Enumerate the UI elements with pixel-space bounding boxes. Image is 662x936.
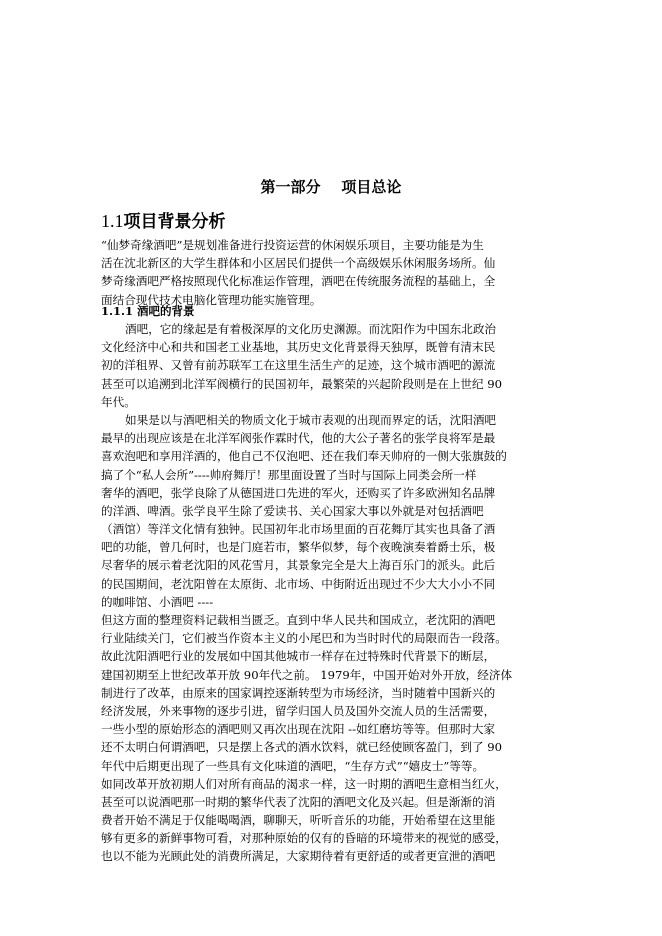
text-line: 也以不能为光顾此处的消费所满足，大家期待着有更舒适的或者更宣泄的酒吧 xyxy=(101,849,496,864)
text-line: 初的洋租界、又曾有前苏联军工在这里生活生产的足迹，这个城市酒吧的源流 xyxy=(101,358,496,373)
text-line: 吧的功能，曾几何时，也是门庭若市，繁华似梦，每个夜晚演奏着爵士乐，极 xyxy=(101,540,496,555)
text-line: 梦奇缘酒吧严格按照现代化标准运作管理，酒吧在传统服务流程的基础上，全 xyxy=(101,274,496,289)
text-line: 如果是以与酒吧相关的物质文化于城市表观的出现而界定的话，沈阳酒吧 xyxy=(125,412,497,427)
text-line: 制进行了改革，由原来的国家调控逐渐转型为市场经济，当时随着中国新兴的 xyxy=(101,685,496,700)
text-line: 还不太明白何谓酒吧，只是摆上各式的酒水饮料，就已经使顾客盈门，到了 90 xyxy=(101,740,503,755)
text-line: 年代。 xyxy=(101,394,136,409)
section-number: 1.1 xyxy=(101,211,124,231)
text-line: 文化经济中心和共和国老工业基地，其历史文化背景得天独厚，既曾有清末民 xyxy=(101,340,496,355)
text-line: 酒吧，它的缘起是有着极深厚的文化历史渊源。而沈阳作为中国东北政治 xyxy=(125,322,497,336)
text-line: 面结合现代技术电脑化管理功能实施管理。 xyxy=(101,292,322,307)
text-line: 故此沈阳酒吧行业的发展如中国其他城市一样存在过特殊时代背景下的断层， xyxy=(101,649,496,664)
text-line: 的洋酒、啤酒。张学良平生除了爱读书、关心国家大事以外就是对包括酒吧 xyxy=(101,503,484,518)
intro-paragraph xyxy=(101,236,561,309)
subsection-title: 1.1.1 酒吧的背景 xyxy=(101,304,195,318)
text-line: 尽奢华的展示着老沈阳的风花雪月，其景象完全是大上海百乐门的派头。此后 xyxy=(101,558,496,573)
text-line: 奢华的酒吧，张学良除了从德国进口先进的军火，还购买了许多欧洲知名品牌 xyxy=(101,485,496,500)
section-title: 项目背景分析 xyxy=(123,212,226,232)
text-line: 甚至可以追溯到北洋军阀横行的民国初年，最繁荣的兴起阶段则是在上世纪 90 xyxy=(101,376,503,391)
text-line: 年代中后期更出现了一些具有文化味道的酒吧，“生存方式”“嬉皮士”等等。 xyxy=(101,758,485,773)
text-line: 经济发展，外来事物的逐步引进，留学归国人员及国外交流人员的生活需要， xyxy=(101,703,496,718)
text-line: 但这方面的整理资料记载相当匮乏。直到中华人民共和国成立，老沈阳的酒吧 xyxy=(101,613,496,627)
text-line: 甚至可以说酒吧那一时期的繁华代表了沈阳的酒吧文化及兴起。但是渐渐的消 xyxy=(101,794,496,809)
text-line: 建国初期至上世纪改革开放 90年代之前。 1979年，中国开始对外开放，经济体 xyxy=(101,667,513,682)
text-line: 的民国期间，老沈阳曾在太原街、北市场、中街附近出现过不少大大小小不同 xyxy=(101,576,496,591)
section-heading xyxy=(101,207,226,232)
text-line: 费者开始不满足于仅能喝喝酒，聊聊天，听听音乐的功能，开始希望在这里能 xyxy=(101,813,496,828)
text-line: 搞了个“私人会所”----帅府舞厅！那里面设置了当时与国际上同类会所一样 xyxy=(101,467,477,482)
text-line: “仙梦奇缘酒吧”是规划准备进行投资运营的休闲娱乐项目，主要功能是为生 xyxy=(101,238,484,252)
text-line: 如同改革开放初期人们对所有商品的渴求一样，这一时期的酒吧生意相当红火， xyxy=(101,776,507,791)
text-line: 的咖啡馆、小酒吧 ---- xyxy=(101,594,214,609)
text-line: 一些小型的原始形态的酒吧则又再次出现在沈阳 --如红磨坊等等。但那时大家 xyxy=(101,722,496,737)
text-line: 行业陆续关门，它们被当作资本主义的小尾巴和为当时时代的局限而告一段落。 xyxy=(101,631,507,646)
text-line: 够有更多的新鲜事物可看，对那种原始的仅有的昏暗的环境带来的视觉的感受， xyxy=(101,831,507,846)
text-line: 最早的出现应该是在北洋军阀张作霖时代，他的大公子著名的张学良将军是最 xyxy=(101,431,496,446)
part-title: 第一部分 项目总论 xyxy=(260,178,402,196)
text-line: 喜欢泡吧和享用洋酒的，他自己不仅泡吧、还在我们奉天帅府的一侧大张旗鼓的 xyxy=(101,449,507,464)
text-line: 活在沈北新区的大学生群体和小区居民们提供一个高级娱乐休闲服务场所。仙 xyxy=(101,256,496,271)
text-line: （酒馆）等洋文化情有独钟。民国初年北市场里面的百花舞厅其实也具备了酒 xyxy=(101,522,496,537)
background-body xyxy=(101,320,561,866)
